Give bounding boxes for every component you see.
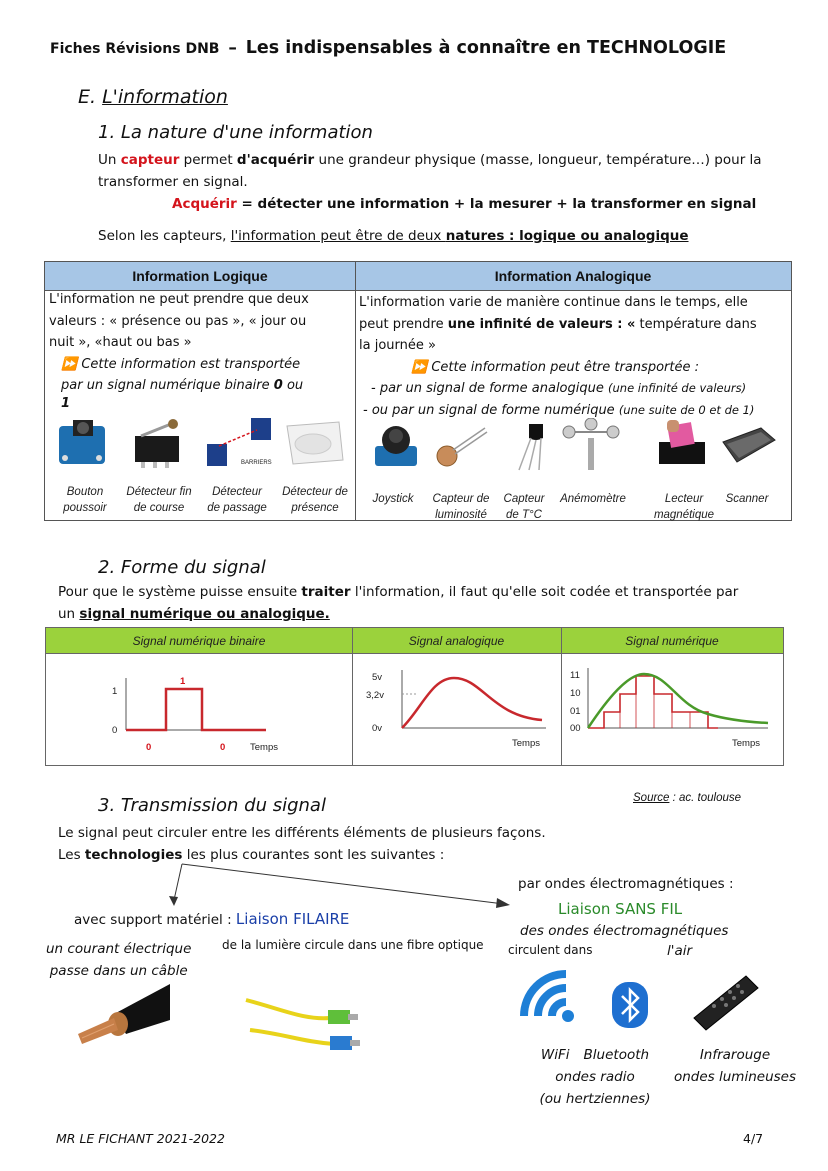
analog-signal-header: Signal analogique [352,628,561,654]
s1-paragraph-2: Selon les capteurs, l'information peut être de deux natures : logique ou analogique [98,228,689,244]
optical-fiber-image [244,990,360,1070]
wifi-label: WiFi Bluetooth ondes radio (ou hertziennes) [539,1047,651,1107]
binary-y-bottom: 0 [112,725,118,736]
information-table: Information Logique Information Analogique L'information ne peut prendre que deux valeurs : « présence ou pas », « jour ou nuit », «haut ou bas » ⏩ Cette information est transportée par un signal numérique binaire 0 ou 1 L'information varie de manière continue dans le temps, elle peut prendre une infinité de valeurs : « température dans la journée » ⏩ Cette information peut être transportée : - par un signal de forme analogique (une infinité de valeurs) - ou par un signal de forme numérique (une suite de 0 et de 1) BARRIERS Bouton poussoir Détecteur fin de course Détecteur de passage Détecteur de présence Joystick Capteur de luminosité Capteur de T°C Anémomètre Lecteur magnétique Scanner [44,261,792,521]
anemometer-image [561,418,621,472]
wifi-icon [516,966,582,1026]
wireless-desc: des ondes électromagnétiques [520,923,729,939]
wired-heading: avec support matériel : Liaison FILAIRE [74,910,350,928]
joystick-image [371,420,423,470]
wired-fiber-text: de la lumière circule dans une fibre optique [222,938,484,952]
digital-y-01: 01 [570,706,581,717]
s3-paragraph-1: Le signal peut circuler entre les différents éléments de plusieurs façons. [58,825,546,841]
s3-title: 3. Transmission du signal [98,795,326,816]
footer-page: 4/7 [743,1131,764,1146]
header-prefix: Fiches Révisions DNB [50,41,220,57]
svg-text:BARRIERS: BARRIERS [241,460,272,466]
remote-control-icon [690,972,762,1034]
s1-paragraph-1: Un capteur permet d'acquérir une grandeur physique (masse, longueur, température…) pour la [98,152,762,168]
source-note: Source : ac. toulouse [633,792,742,804]
binary-low-label-2: 0 [220,742,226,753]
digital-x-label: Temps [732,738,760,749]
binary-y-top: 1 [112,686,118,697]
digital-y-11: 11 [570,670,580,681]
transmission-arrows [160,860,520,916]
wireless-heading: par ondes électromagnétiques : [518,876,734,892]
s2-paragraph-2: un signal numérique ou analogique. [58,606,330,622]
analog-signal-plot [362,658,558,762]
logic-text: L'information ne peut prendre que deux valeurs : « présence ou pas », « jour ou nuit », «haut ou bas » ⏩ Cette information est transportée par un signal numérique binaire 0 ou 1 [49,292,309,411]
s3-paragraph-2: Les technologies les plus courantes sont les suivantes : [58,847,445,863]
passage-detector-image [205,412,275,470]
analog-header: Information Analogique [355,262,791,291]
digital-signal-header: Signal numérique [561,628,783,654]
wireless-desc-2: circulent dans [508,943,593,957]
acquerir-definition: Acquérir = détecter une information + la mesurer + la transformer en signal [172,196,757,212]
analog-y-0v: 0v [372,723,383,734]
light-sensor-image [433,424,491,474]
digital-y-00: 00 [570,723,581,734]
page-header: Fiches Révisions DNB – Les indispensables à connaître en TECHNOLOGIE [50,38,727,58]
digital-signal-plot [568,658,782,762]
analog-text: L'information varie de manière continue dans le temps, elle peut prendre une infinité de valeurs : « température dans la journée » ⏩ Cette information peut être transportée : - par un signal de forme analogique (une infinité de valeurs) - ou par un signal de forme numérique (une suite de 0 et de 1) [359,295,757,418]
logic-header: Information Logique [45,262,355,291]
infrared-label: Infrarouge ondes lumineuses [673,1047,796,1085]
header-title: Les indispensables à connaître en TECHNOLOGIE [245,38,727,58]
binary-low-label-1: 0 [146,742,152,753]
footer-author: MR LE FICHANT 2021-2022 [56,1131,225,1146]
s2-title: 2. Forme du signal [98,557,266,578]
wired-cable-text: un courant électrique passe dans un câble [46,941,192,979]
wireless-link: Liaison SANS FIL [558,900,683,918]
push-button-image [55,418,115,468]
bluetooth-icon [610,980,650,1030]
presence-detector-image [283,416,347,468]
binary-signal-plot [106,658,346,762]
signal-types-figure [45,627,784,766]
magnetic-reader-image [653,418,711,470]
binary-high-label: 1 [180,676,186,687]
binary-signal-header: Signal numérique binaire [46,628,352,654]
analog-x-label: Temps [512,738,540,749]
wireless-desc-3: l'air [667,943,693,959]
binary-x-label: Temps [250,742,278,753]
s2-paragraph-1: Pour que le système puisse ensuite traiter l'information, il faut qu'elle soit codée et transportée par [58,584,739,600]
scanner-image [717,422,779,470]
temperature-sensor-image [509,420,553,472]
s1-title: 1. La nature d'une information [98,122,373,143]
digital-y-10: 10 [570,688,581,699]
analog-y-3v2: 3,2v [366,690,384,701]
electric-cable-image [74,980,170,1048]
analog-y-5v: 5v [372,672,383,683]
s1-paragraph-1b: transformer en signal. [98,174,248,190]
limit-switch-image [131,418,187,468]
section-title: E. L'information [78,86,228,108]
